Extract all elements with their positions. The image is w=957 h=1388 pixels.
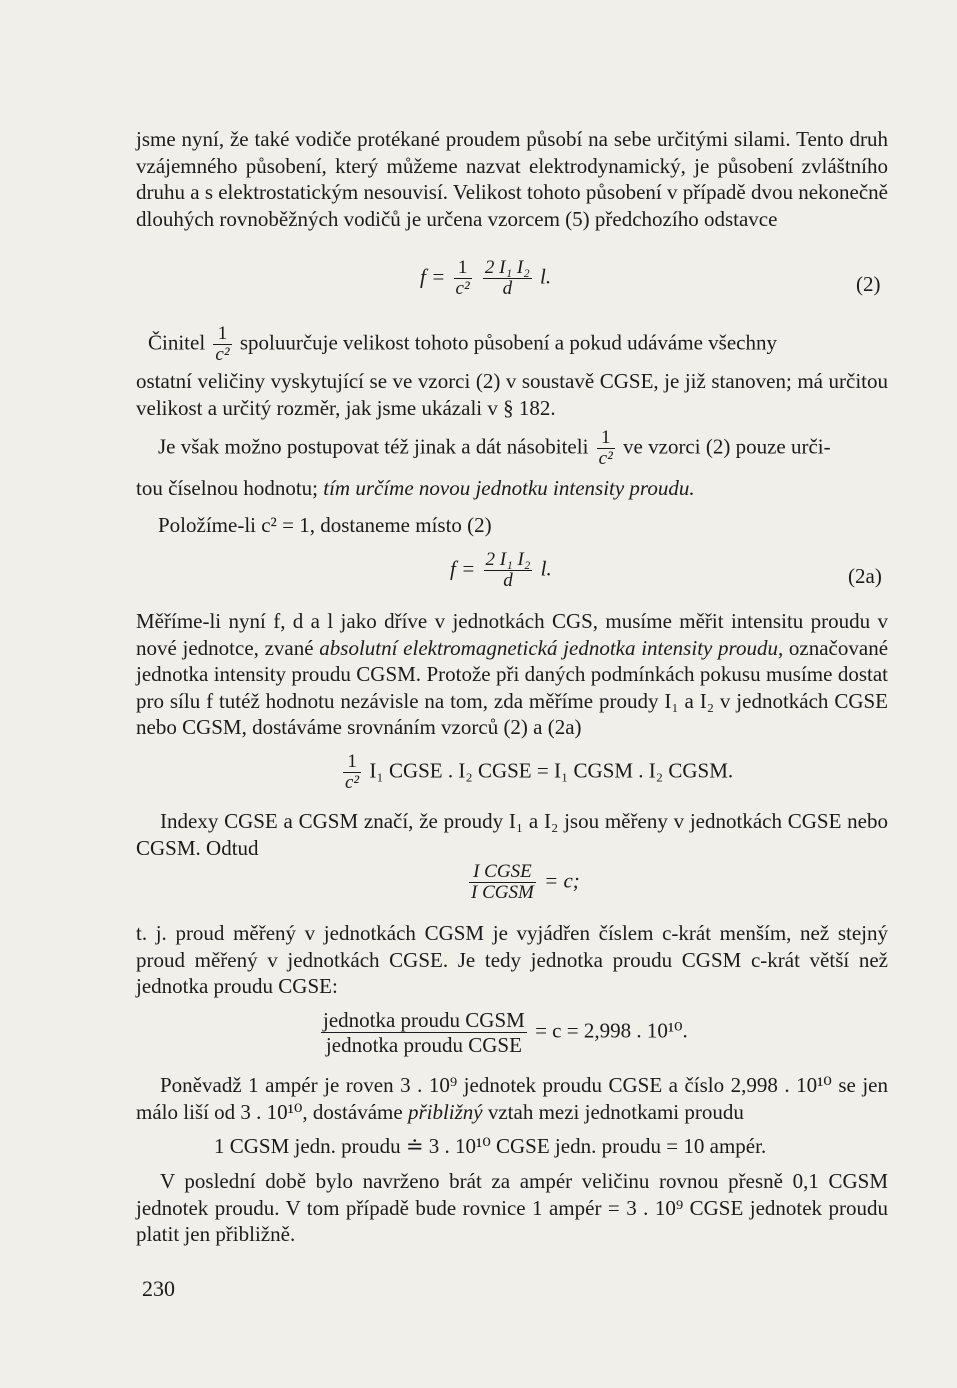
eq2a-lhs: f = bbox=[450, 556, 476, 581]
eq2-f1-den: c² bbox=[455, 278, 470, 299]
eq4-fraction bbox=[469, 862, 536, 903]
eq3-fraction bbox=[343, 752, 361, 793]
para3-frac-den: c² bbox=[598, 448, 613, 469]
equation-6: 1 CGSM jedn. proudu ≐ 3 . 10¹⁰ CGSE jedn. proudu = 10 ampér. bbox=[214, 1134, 767, 1158]
eq2a-number: (2a) bbox=[848, 564, 882, 588]
paragraph-factor-rest: ostatní veličiny vyskytující se ve vzorci (2) v soustavě CGSE, je již stanoven; má určitou velikost a určitý rozměr, jak jsme ukázali v § 182. bbox=[136, 369, 888, 420]
eq2-tail: l. bbox=[540, 264, 552, 289]
para2-frac-num: 1 bbox=[213, 324, 231, 345]
eq2a-fraction bbox=[484, 550, 533, 591]
para3-fraction bbox=[597, 428, 615, 469]
eq4-den: I CGSM bbox=[471, 882, 534, 903]
paragraph-indexes: Indexy CGSE a CGSM značí, že proudy I₁ a I₂ jsou měřeny v jednotkách CGSE nebo CGSM. Odtud bbox=[136, 809, 888, 860]
para3-pre: Je však možno postupovat též jinak a dát násobiteli bbox=[158, 434, 589, 459]
para3-line2-italic: tím určíme novou jednotku intensity proudu. bbox=[323, 476, 695, 500]
eq5-fraction bbox=[321, 1008, 527, 1057]
para3-frac-num: 1 bbox=[597, 428, 615, 449]
equation-2 bbox=[420, 258, 551, 299]
equation-4 bbox=[466, 862, 580, 903]
equation-2a bbox=[450, 550, 552, 591]
paragraph-factor-line1 bbox=[148, 324, 777, 365]
page-number: 230 bbox=[142, 1276, 175, 1301]
paragraph-intro: jsme nyní, že také vodiče protékané proudem působí na sebe určitými silami. Tento druh vzájemného působení, který můžeme nazvat elektrodynamický, je působení zvláštního druhu a s elektrostatickým nesouvisí. Velikost tohoto působení v případě dvou nekonečně dlouhých rovnoběžných vodičů je určena vzorcem (5) předchozího odstavce bbox=[136, 127, 888, 231]
eq4-tail: = c; bbox=[544, 868, 580, 893]
para8-b-italic: přibližný bbox=[407, 1099, 483, 1124]
eq5-den: jednotka proudu CGSE bbox=[325, 1033, 522, 1057]
para3-line2-plain: tou číselnou hodnotu; bbox=[136, 476, 318, 500]
para2-post: spoluurčuje velikost tohoto působení a pokud udáváme všechny bbox=[239, 330, 777, 355]
eq2a-den: d bbox=[503, 570, 513, 591]
para2-frac-den: c² bbox=[215, 344, 230, 365]
para2-fraction bbox=[213, 324, 231, 365]
eq3-num: 1 bbox=[343, 752, 361, 773]
equation-5 bbox=[318, 1008, 688, 1057]
para8-a: Poněvadž 1 ampér je roven 3 . 10⁹ jednotek proudu CGSE a číslo 2,998 . 10¹⁰ se jen málo liší od 3 . 10¹⁰, dostáváme bbox=[136, 1073, 888, 1124]
para8-c: vztah mezi jednotkami proudu bbox=[487, 1099, 744, 1124]
eq2-f2-den: d bbox=[502, 278, 513, 299]
eq2-number: (2) bbox=[856, 272, 881, 296]
eq2-f2-num: 2 I₁ I₂ bbox=[484, 257, 530, 278]
paragraph-cgsm-unit bbox=[136, 608, 888, 741]
eq2a-tail: l. bbox=[540, 556, 552, 581]
paragraph-alternative-line1 bbox=[158, 428, 831, 469]
para5-b-italic: absolutní elektromagnetická jednotka intensity proudu, bbox=[319, 635, 784, 660]
eq5-num: jednotka proudu CGSM bbox=[323, 1008, 525, 1032]
paragraph-unit-comparison: t. j. proud měřený v jednotkách CGSM je vyjádřen číslem c-krát menším, než stejný proud měřený v jednotkách CGSE. Je tedy jednotka proudu CGSM c-krát větší než jednotka proudu CGSE: bbox=[136, 921, 888, 998]
equation-3 bbox=[340, 752, 733, 793]
eq2-lhs: f = bbox=[420, 264, 446, 289]
paragraph-recent: V poslední době bylo navrženo brát za ampér veličinu rovnou přesně 0,1 CGSM jednotek proudu. V tom případě bude rovnice 1 ampér = 3 . 10⁹ CGSE jednotek proudu platit jen přibližně. bbox=[136, 1169, 888, 1246]
eq5-tail: = c = 2,998 . 10¹⁰. bbox=[535, 1018, 688, 1043]
para3-post: ve vzorci (2) pouze urči- bbox=[623, 434, 831, 459]
eq2-fraction-1 bbox=[454, 258, 472, 299]
eq4-num: I CGSE bbox=[469, 862, 536, 883]
para5-c: označované jednotka intensity proudu CGSM. Protože při daných podmínkách pokusu musíme dostat pro sílu f tutéž hodnotu nezávisle na tom, zda měříme proudy I₁ a I₂ v jednotkách CGSE nebo CGSM, dostáváme srovnáním vzorců (2) a (2a) bbox=[136, 635, 889, 739]
eq3-body: I₁ CGSE . I₂ CGSE = I₁ CGSM . I₂ CGSM. bbox=[369, 758, 734, 783]
eq2-f1-num: 1 bbox=[454, 258, 472, 279]
para2-pre: Činitel bbox=[148, 330, 206, 355]
eq3-den: c² bbox=[345, 772, 360, 793]
paragraph-ampere bbox=[136, 1072, 888, 1125]
eq2-fraction-2 bbox=[483, 258, 532, 299]
para5-a: Měříme-li nyní f, d a l jako dříve v jednotkách CGS, musíme měřit intensitu proudu v nové jednotce, zvané bbox=[136, 609, 888, 660]
eq2a-num: 2 I₁ I₂ bbox=[485, 549, 531, 570]
paragraph-alternative-line2 bbox=[136, 476, 695, 501]
paragraph-set-c: Položíme-li c² = 1, dostaneme místo (2) bbox=[158, 513, 492, 537]
